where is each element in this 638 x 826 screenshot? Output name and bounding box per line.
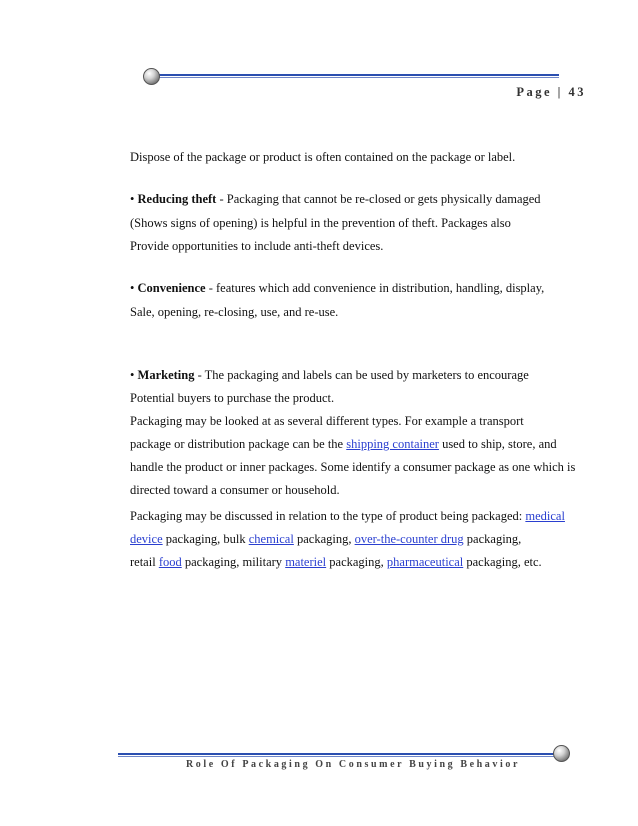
paragraph-types: Packaging may be looked at as several different types. For example a transport [130,414,524,428]
paragraph-line: Provide opportunities to include anti-theft devices. [130,239,384,253]
paragraph-line: Potential buyers to purchase the product. [130,391,335,405]
footer-title: Role Of Packaging On Consumer Buying Behavior [185,759,521,770]
footer-rule [118,753,564,758]
text: packaging, etc. [463,555,542,569]
bullet: • [130,368,138,382]
link-shipping-container[interactable]: shipping container [346,437,439,451]
term-marketing: Marketing [137,368,195,382]
paragraph-line: Sale, opening, re-closing, use, and re-use. [130,305,339,319]
paragraph-line [130,551,542,573]
paragraph-convenience [130,277,544,299]
bullet: • [130,192,138,206]
text: package or distribution package can be the [130,437,347,451]
header-ornament-ball [143,68,160,85]
paragraph-discussed [130,505,565,527]
paragraph-dispose: Dispose of the package or product is often contained on the package or label. [130,150,516,164]
bullet: • [130,281,138,295]
link-materiel[interactable]: materiel [285,555,327,569]
text: - features which add convenience in distribution, handling, display, [205,281,545,295]
term-reducing-theft: Reducing theft [137,192,217,206]
text: Packaging may be discussed in relation to the type of product being packaged: [130,509,526,523]
link-chemical[interactable]: chemical [248,532,294,546]
text: retail [130,555,159,569]
text: used to ship, store, and [438,437,557,451]
link-medical-device[interactable]: device [130,532,163,546]
link-food[interactable]: food [158,555,182,569]
paragraph-line [130,528,521,550]
paragraph-line: (Shows signs of opening) is helpful in the prevention of theft. Packages also [130,216,511,230]
text: packaging, bulk [162,532,249,546]
header-rule [145,74,559,79]
paragraph-line: directed toward a consumer or household. [130,483,340,497]
text: packaging, [463,532,522,546]
link-over-the-counter-drug[interactable]: over-the-counter drug [354,532,464,546]
text: packaging, [326,555,387,569]
text: packaging, military [181,555,286,569]
paragraph-line: handle the product or inner packages. Some identify a consumer package as one which is [130,460,576,474]
link-pharmaceutical[interactable]: pharmaceutical [386,555,464,569]
term-convenience: Convenience [137,281,206,295]
text: - Packaging that cannot be re-closed or gets physically damaged [216,192,541,206]
text: packaging, [293,532,355,546]
paragraph-line [130,433,557,455]
paragraph-reducing-theft [130,188,541,210]
link-medical-device[interactable]: medical [525,509,565,523]
paragraph-marketing [130,364,529,386]
text: - The packaging and labels can be used by marketers to encourage [194,368,529,382]
page-number: Page | 43 [516,85,586,99]
